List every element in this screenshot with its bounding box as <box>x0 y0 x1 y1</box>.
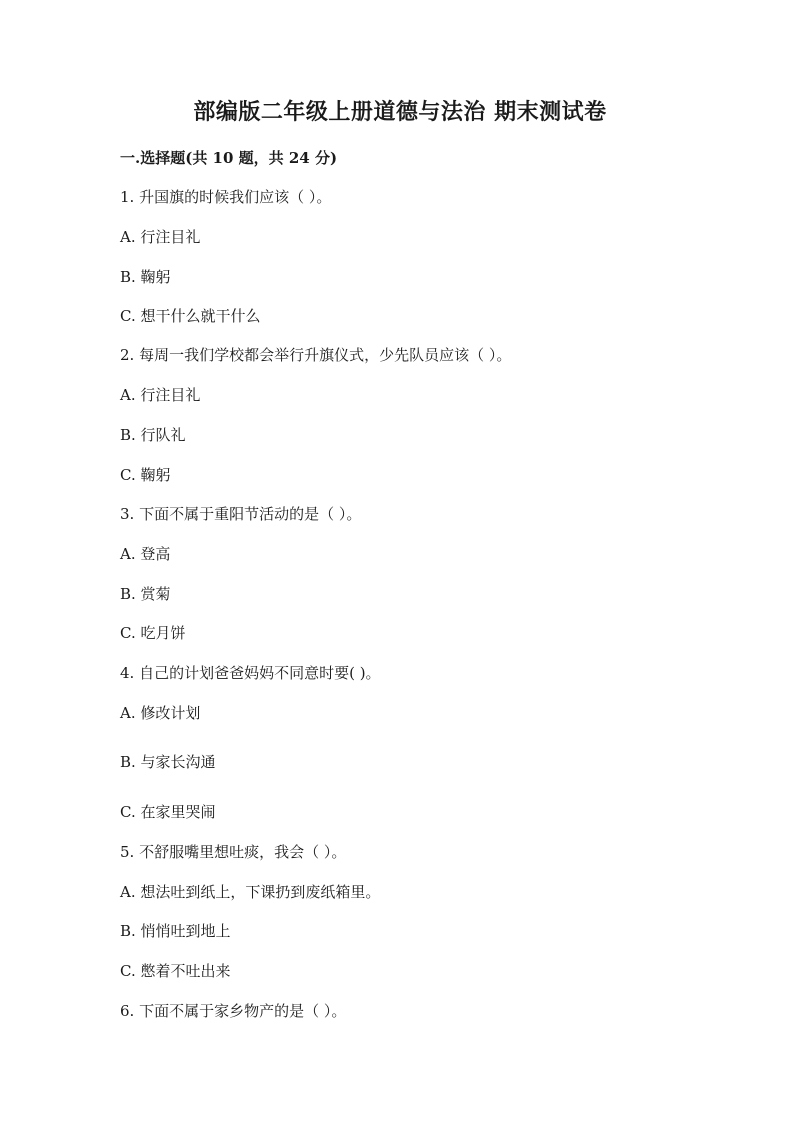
question-4-option-c: C. 在家里哭闹 <box>120 803 216 821</box>
question-4-option-b: B. 与家长沟通 <box>120 753 216 771</box>
question-2-option-a: A. 行注目礼 <box>120 386 201 404</box>
question-5-stem: 5. 不舒服嘴里想吐痰，我会（ ）。 <box>120 843 347 861</box>
question-1-stem: 1. 升国旗的时候我们应该（ ）。 <box>120 188 332 206</box>
question-3-option-a: A. 登高 <box>120 545 171 563</box>
question-2-stem: 2. 每周一我们学校都会举行升旗仪式，少先队员应该（ ）。 <box>120 346 512 364</box>
question-3-option-b: B. 赏菊 <box>120 585 171 603</box>
question-6-stem: 6. 下面不属于家乡物产的是（ ）。 <box>120 1002 347 1020</box>
question-5-option-a: A. 想法吐到纸上，下课扔到废纸箱里。 <box>120 883 381 901</box>
question-3-option-c: C. 吃月饼 <box>120 624 186 642</box>
question-1-option-b: B. 鞠躬 <box>120 268 171 286</box>
question-2-option-c: C. 鞠躬 <box>120 466 171 484</box>
question-3-stem: 3. 下面不属于重阳节活动的是（ ）。 <box>120 505 362 523</box>
page-title: 部编版二年级上册道德与法治 期末测试卷 <box>193 99 607 125</box>
question-1-option-c: C. 想干什么就干什么 <box>120 307 261 325</box>
question-2-option-b: B. 行队礼 <box>120 426 186 444</box>
question-4-option-a: A. 修改计划 <box>120 704 201 722</box>
section-heading: 一.选择题(共 10 题，共 24 分) <box>120 149 338 167</box>
question-5-option-b: B. 悄悄吐到地上 <box>120 922 231 940</box>
question-4-stem: 4. 自己的计划爸爸妈妈不同意时要( )。 <box>120 664 381 682</box>
question-1-option-a: A. 行注目礼 <box>120 228 201 246</box>
question-5-option-c: C. 憋着不吐出来 <box>120 962 231 980</box>
